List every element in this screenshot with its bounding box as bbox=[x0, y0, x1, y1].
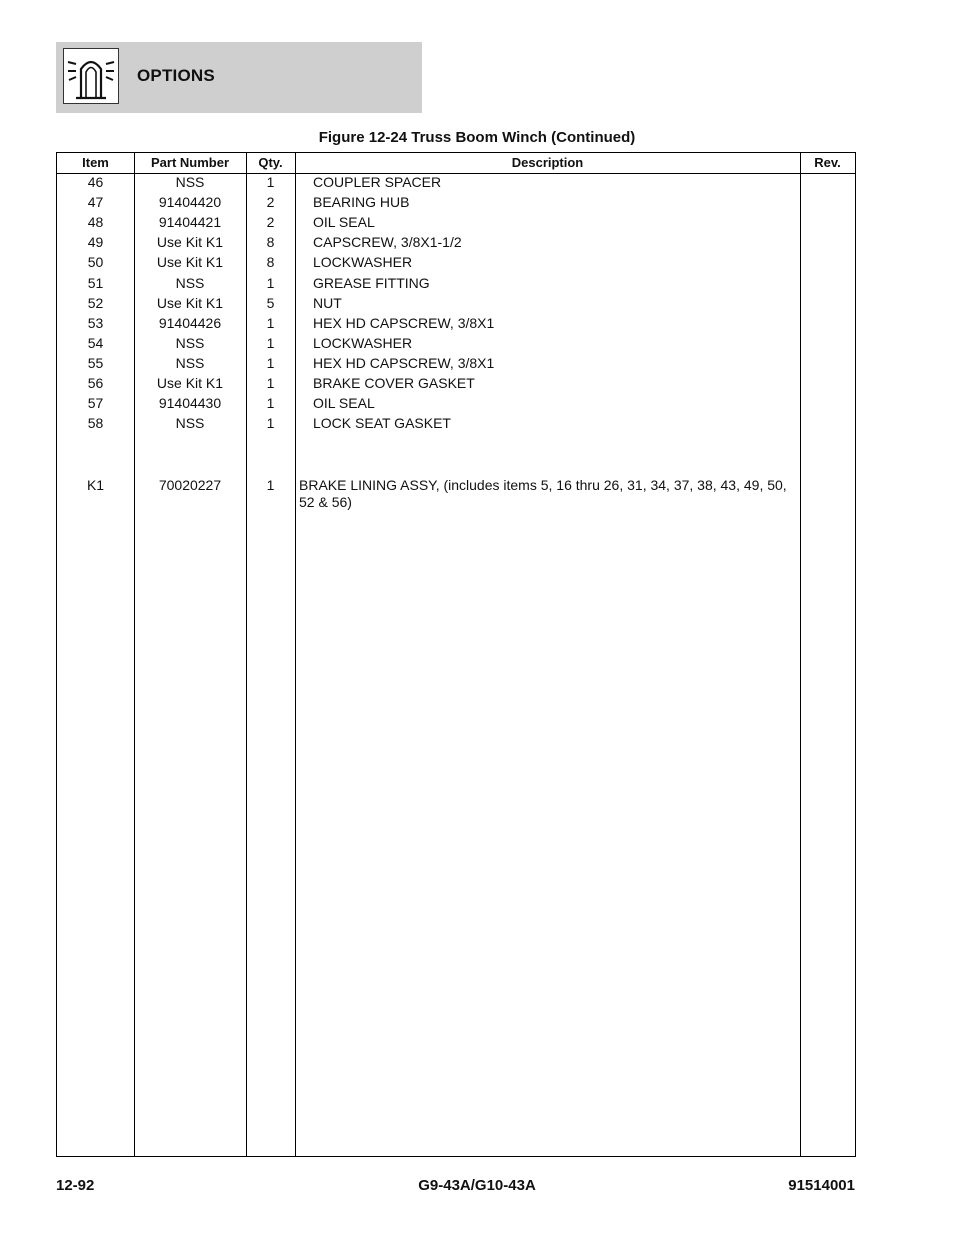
cell-part-number: Use Kit K1 bbox=[156, 254, 224, 271]
section-header bbox=[56, 42, 422, 113]
cell-qty: 1 bbox=[266, 477, 275, 493]
cell-qty: 1 bbox=[266, 354, 275, 371]
figure-title: Figure 12-24 Truss Boom Winch (Continued) bbox=[318, 129, 636, 146]
cell-item: 47 bbox=[87, 194, 104, 211]
cell-description: BEARING HUB bbox=[313, 194, 410, 211]
cell-item: 54 bbox=[87, 334, 104, 351]
cell-part-number: 91404426 bbox=[158, 314, 222, 331]
cell-item: 48 bbox=[87, 214, 104, 231]
cell-description: GREASE FITTING bbox=[313, 274, 430, 291]
cell-part-number: NSS bbox=[175, 174, 205, 190]
cell-description: LOCKWASHER bbox=[313, 254, 413, 271]
cell-qty: 2 bbox=[266, 214, 275, 231]
cell-description: LOCKWASHER bbox=[313, 334, 413, 351]
cell-item: 51 bbox=[87, 274, 104, 291]
beacon-light-icon bbox=[63, 48, 119, 104]
cell-description: COUPLER SPACER bbox=[313, 174, 442, 190]
cell-description: HEX HD CAPSCREW, 3/8X1 bbox=[313, 354, 495, 371]
footer-model: G9-43A/G10-43A bbox=[418, 1177, 536, 1194]
cell-item: 53 bbox=[87, 314, 104, 331]
cell-qty: 1 bbox=[266, 314, 275, 331]
cell-item: 49 bbox=[87, 234, 104, 251]
cell-qty: 1 bbox=[266, 395, 275, 412]
cell-description: HEX HD CAPSCREW, 3/8X1 bbox=[313, 314, 495, 331]
cell-qty: 8 bbox=[266, 234, 275, 251]
cell-qty: 8 bbox=[266, 254, 275, 271]
cell-item: 46 bbox=[87, 174, 104, 190]
col-header-qty: Qty. bbox=[258, 155, 283, 170]
cell-item: 57 bbox=[87, 395, 104, 412]
cell-description: OIL SEAL bbox=[313, 395, 375, 412]
section-title: OPTIONS bbox=[137, 66, 215, 85]
cell-description: LOCK SEAT GASKET bbox=[313, 415, 451, 432]
cell-description: CAPSCREW, 3/8X1-1/2 bbox=[313, 234, 462, 251]
cell-description: OIL SEAL bbox=[313, 214, 375, 231]
col-header-rev: Rev. bbox=[814, 155, 841, 170]
cell-qty: 1 bbox=[266, 334, 275, 351]
cell-qty: 1 bbox=[266, 174, 275, 190]
cell-part-number: Use Kit K1 bbox=[156, 294, 224, 311]
cell-part-number: NSS bbox=[175, 274, 205, 291]
cell-qty: 2 bbox=[266, 194, 275, 211]
cell-part-number: 91404420 bbox=[158, 194, 222, 211]
cell-part-number: 70020227 bbox=[158, 477, 222, 493]
cell-part-number: 91404421 bbox=[158, 214, 222, 231]
col-header-part-number: Part Number bbox=[150, 155, 230, 170]
parts-table bbox=[56, 152, 856, 1157]
cell-item: 50 bbox=[87, 254, 104, 271]
col-header-description: Description bbox=[511, 155, 584, 170]
footer-doc-number: 91514001 bbox=[788, 1177, 855, 1194]
cell-part-number: NSS bbox=[175, 354, 205, 371]
cell-qty: 1 bbox=[266, 274, 275, 291]
cell-item: 56 bbox=[87, 375, 104, 391]
cell-item: K1 bbox=[86, 477, 105, 493]
cell-part-number: Use Kit K1 bbox=[156, 375, 224, 391]
cell-qty: 1 bbox=[266, 415, 275, 432]
cell-item: 55 bbox=[87, 354, 104, 371]
cell-description: BRAKE LINING ASSY, (includes items 5, 16 thru 26, 31, 34, 37, 38, 43, 49, 50, 52 & 56) bbox=[299, 477, 787, 510]
cell-part-number: NSS bbox=[175, 334, 205, 351]
cell-item: 58 bbox=[87, 415, 104, 432]
cell-description: NUT bbox=[313, 294, 342, 311]
cell-item: 52 bbox=[87, 294, 104, 311]
cell-description: BRAKE COVER GASKET bbox=[313, 375, 475, 391]
cell-qty: 5 bbox=[266, 294, 275, 311]
cell-qty: 1 bbox=[266, 375, 275, 391]
footer-page-number: 12-92 bbox=[56, 1177, 95, 1194]
cell-part-number: Use Kit K1 bbox=[156, 234, 224, 251]
cell-part-number: 91404430 bbox=[158, 395, 222, 412]
col-header-item: Item bbox=[82, 155, 109, 170]
cell-part-number: NSS bbox=[175, 415, 205, 432]
